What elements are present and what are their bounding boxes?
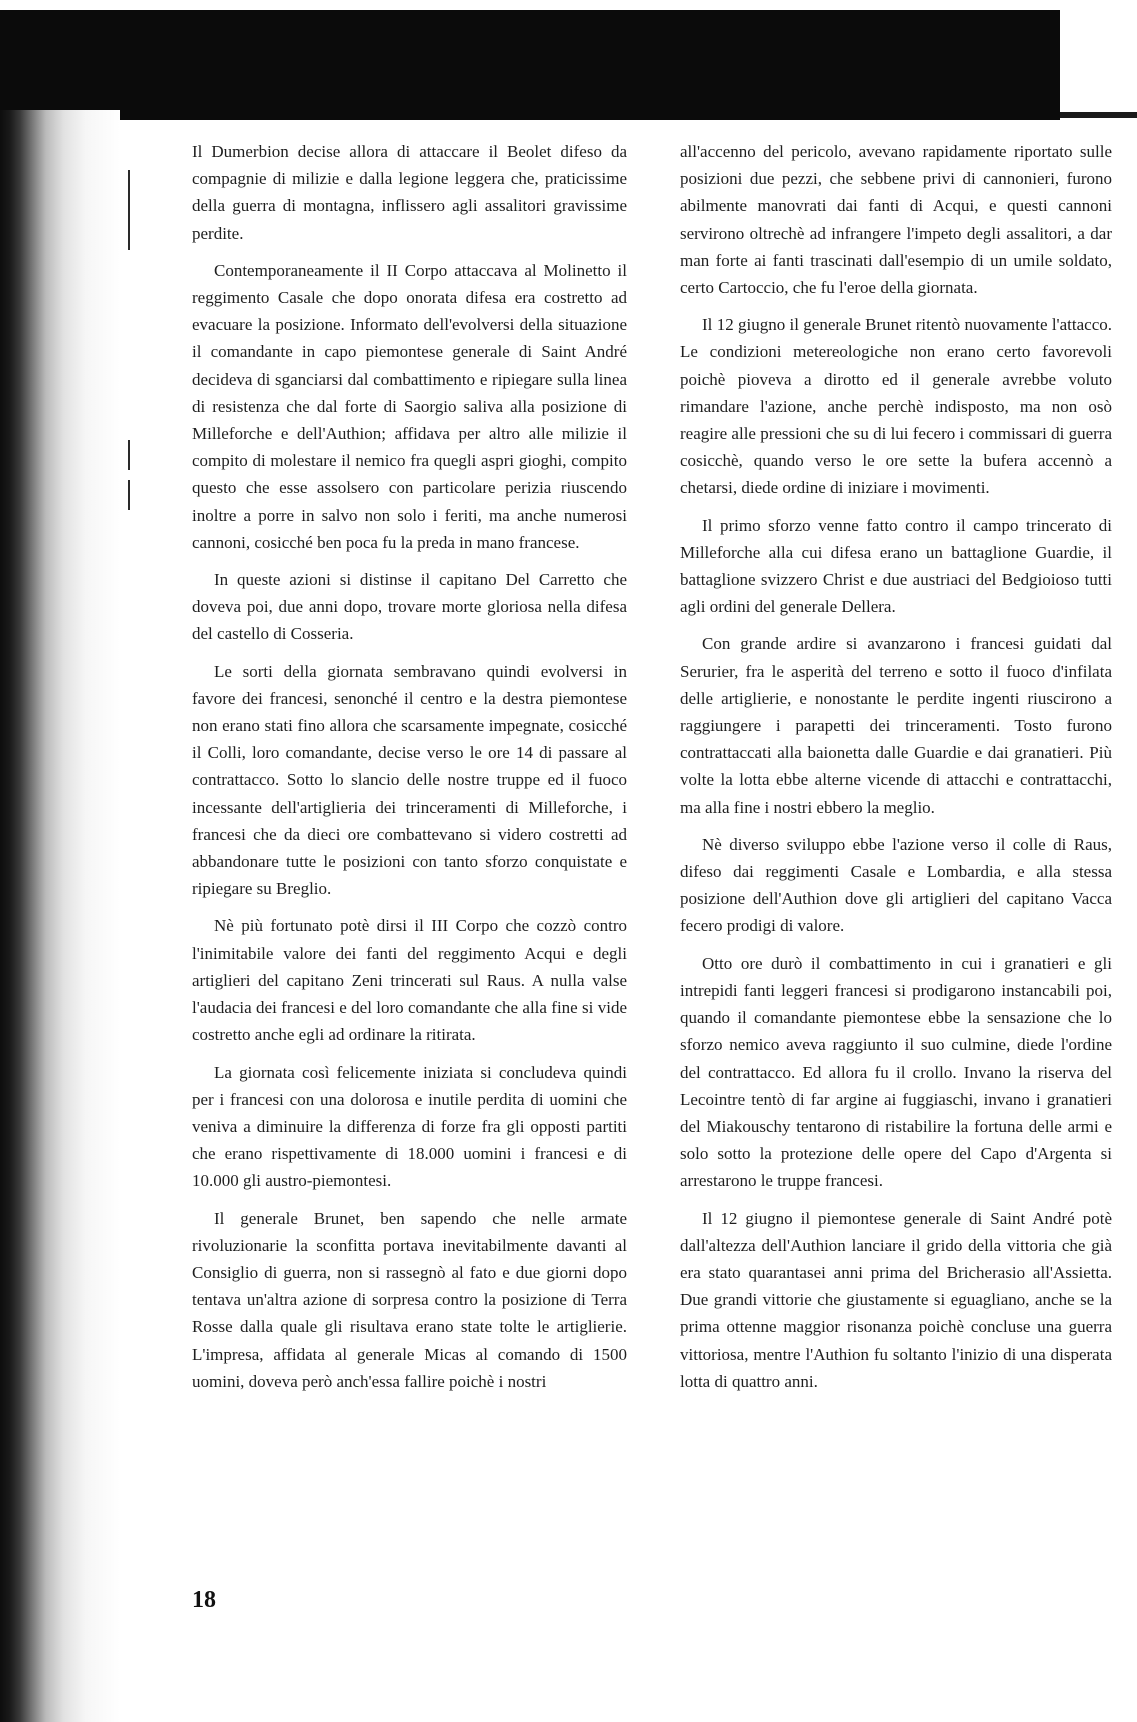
- text-column-right: [680, 138, 1112, 1405]
- gutter-streak: [128, 170, 130, 250]
- paragraph: all'accenno del pericolo, avevano rapidamente riportato sulle posizioni due pezzi, che sebbene privi di cannonieri, furono abilmente manovrati dai fanti di Acqui, e questi cannoni servirono oltrechè ad infrangere l'impeto degli assalitori, a dar man forte ai fanti trascinati dall'esempio di un umile soldato, certo Cartoccio, che fu l'eroe della giornata.: [680, 142, 1112, 298]
- book-gutter-shadow: [0, 110, 120, 1722]
- paragraph: Le sorti della giornata sembravano quindi evolversi in favore dei francesi, senonché il centro e la destra piemontese non erano stati fino allora che scarsamente impegnate, cosicché il Colli, loro comandante, decise verso le ore 14 di passare al contrattacco. Sotto lo slancio delle nostre truppe ed il fuoco incessante dell'artiglieria dei trinceramenti di Milleforche, i francesi che da dieci ore combattevano si videro costretti ad abbandonare tutte le posizioni con tanto sforzo conquistate e ripiegare su Breglio.: [192, 661, 627, 899]
- scan-black-band: [0, 10, 1060, 120]
- paragraph: Il primo sforzo venne fatto contro il campo trincerato di Milleforche alla cui difesa erano un battaglione Guardie, il battaglione svizzero Christ e due austriaci del Bedgioioso tutti agli ordini del generale Dellera.: [680, 515, 1112, 617]
- paragraph: In queste azioni si distinse il capitano Del Carretto che doveva poi, due anni dopo, trovare morte gloriosa nella difesa del castello di Cosseria.: [192, 570, 627, 644]
- paragraph: Nè diverso sviluppo ebbe l'azione verso il colle di Raus, difeso dai reggimenti Casale e Lombardia, e alla stessa posizione dell'Authion dove gli artiglieri del capitano Vacca fecero prodigi di valore.: [680, 834, 1112, 936]
- scan-edge-rule: [1060, 112, 1137, 118]
- paragraph: Con grande ardire si avanzarono i francesi guidati dal Serurier, fra le asperità del terreno e sotto il fuoco d'infilata delle artiglierie, e nonostante le perdite ingenti riuscirono a raggiungere i parapetti dei trinceramenti. Tosto furono contrattaccati alla baionetta dalle Guardie e dai granatieri. Più volte la lotta ebbe alterne vicende di attacchi e contrattacchi, ma alla fine i nostri ebbero la meglio.: [680, 634, 1112, 817]
- gutter-streak: [128, 480, 130, 510]
- paragraph: Il 12 giugno il generale Brunet ritentò nuovamente l'attacco. Le condizioni metereologiche non erano certo favorevoli poichè pioveva a dirotto ed il generale avrebbe voluto rimandare l'azione, anche perchè indisposto, ma non osò reagire alle pressioni che su di lui fecero i commissari di guerra cosicchè, quando verso le ore sette la bufera accennò a chetarsi, diede ordine di iniziare i movimenti.: [680, 315, 1112, 498]
- gutter-streak: [128, 440, 130, 470]
- paragraph: Contemporaneamente il II Corpo attaccava al Molinetto il reggimento Casale che dopo onorata difesa era costretto ad evacuare la posizione. Informato dell'evolversi della situazione il comandante in capo piemontese generale di Saint André decideva di sganciarsi dal combattimento e ripiegare sulla linea di resistenza che dal forte di Saorgio saliva alla posizione di Milleforche e dell'Authion; affidava per altro alle milizie il compito di molestare il nemico fra quegli aspri gioghi, compito questo che esse assolsero con particolare perizia riuscendo inoltre a porre in salvo non solo i feriti, ma anche numerosi cannoni, cosicché ben poca fu la preda in mano francese.: [192, 260, 627, 552]
- paragraph: La giornata così felicemente iniziata si concludeva quindi per i francesi con una dolorosa e inutile perdita di uomini che veniva a diminuire la differenza di forze fra gli opposti partiti che erano rispettivamente di 18.000 uomini i francesi e di 10.000 gli austro-piemontesi.: [192, 1062, 627, 1191]
- text-column-left: [192, 138, 627, 1405]
- paragraph: Nè più fortunato potè dirsi il III Corpo che cozzò contro l'inimitabile valore dei fanti del reggimento Acqui e degli artiglieri del capitano Zeni trincerati sul Raus. A nulla valse l'audacia dei francesi e del loro comandante che alla fine si vide costretto anche egli ad ordinare la ritirata.: [192, 916, 627, 1045]
- paragraph: Il Dumerbion decise allora di attaccare il Beolet difeso da compagnie di milizie e dalla legione leggera che, praticissime della guerra di montagna, inflissero agli assalitori gravissime perdite.: [192, 142, 627, 243]
- paragraph: Il 12 giugno il piemontese generale di Saint André potè dall'altezza dell'Authion lanciare il grido della vittoria che già era stato quarantasei anni prima del Bricherasio all'Assietta. Due grandi vittorie che giustamente si eguagliano, anche se la prima ottenne maggior risonanza poichè concluse una guerra vittoriosa, mentre l'Authion fu soltanto l'inizio di una disperata lotta di quattro anni.: [680, 1208, 1112, 1391]
- paragraph: Il generale Brunet, ben sapendo che nelle armate rivoluzionarie la sconfitta portava inevitabilmente davanti al Consiglio di guerra, non si rassegnò al fato e due giorni dopo tentava un'altra azione di sorpresa contro la posizione di Terra Rosse dalla quale gli risultava erano state tolte le artiglierie. L'impresa, affidata al generale Micas al comando di 1500 uomini, doveva però anch'essa fallire poichè i nostri: [192, 1208, 627, 1391]
- paragraph: Otto ore durò il combattimento in cui i granatieri e gli intrepidi fanti leggeri francesi si prodigarono instancabili poi, quando il comandante piemontese ebbe la sensazione che lo sforzo nemico aveva raggiunto il suo culmine, diede l'ordine del contrattacco. Ed allora fu il crollo. Invano la riserva del Lecointre tentò di far argine ai fuggiaschi, invano i granatieri del Miakouschy tentarono di ristabilire la fortuna delle armi e solo sotto la protezione delle opere del Capo d'Argenta si arrestarono le truppe francesi.: [680, 953, 1112, 1191]
- page-number: 18: [192, 1587, 216, 1613]
- scan-top-shadow: [0, 0, 1137, 122]
